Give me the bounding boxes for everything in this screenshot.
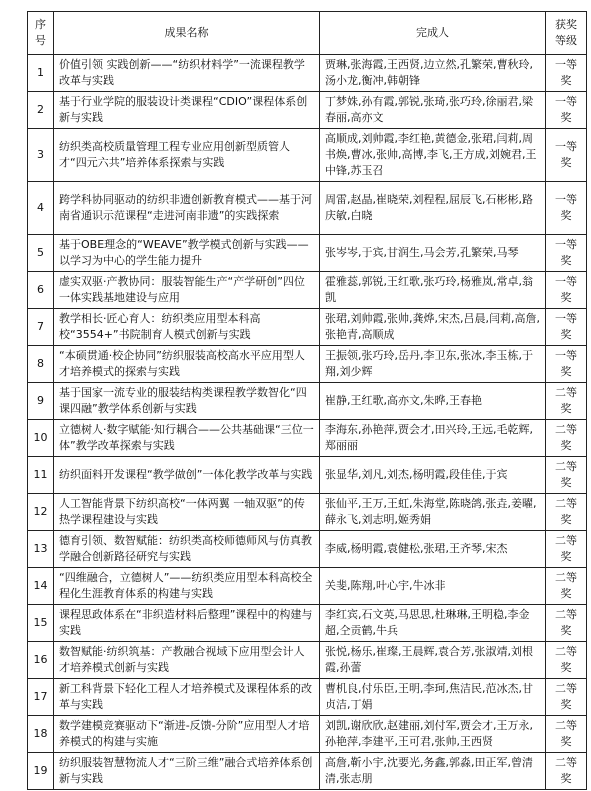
row-name: 德育引领、数智赋能：纺织类高校师德师风与仿真教学融合创新路径研究与实践 xyxy=(54,531,320,568)
row-people: 张岑岑,于宾,甘润生,马会芳,孔繁荣,马琴 xyxy=(320,235,546,272)
row-name: 立德树人·数字赋能·知行耦合——公共基础课“三位一体”教学改革探索与实践 xyxy=(54,420,320,457)
row-people: 高顺成,刘帅霞,李红艳,黄德金,张珺,闫莉,周书焕,曹冰,张帅,高博,李飞,王方成,刘婉君,王中锋,苏玉召 xyxy=(320,129,546,182)
row-index: 17 xyxy=(28,679,54,716)
row-index: 2 xyxy=(28,92,54,129)
row-name: 新工科背景下轻化工程人才培养模式及课程体系的改革与实践 xyxy=(54,679,320,716)
row-people: 关斐,陈翔,叶心宇,牛冰非 xyxy=(320,568,546,605)
row-index: 6 xyxy=(28,272,54,309)
row-level: 一等奖 xyxy=(546,272,587,309)
row-name: 纺织服装智慧物流人才“三阶三维”融合式培养体系创新与实践 xyxy=(54,753,320,790)
row-people: 张仙平,王万,王虹,朱海堂,陈晓鸽,张垚,姜曜,薛永飞,刘志明,姬秀娟 xyxy=(320,494,546,531)
row-name: 基于国家一流专业的服装结构类课程教学数智化“四课四融”教学体系创新与实践 xyxy=(54,383,320,420)
table-row xyxy=(28,92,587,129)
row-index: 13 xyxy=(28,531,54,568)
row-people: 高詹,靳小宇,沈要光,务鑫,郭淼,田正军,曾清清,张志朋 xyxy=(320,753,546,790)
row-index: 8 xyxy=(28,346,54,383)
row-index: 14 xyxy=(28,568,54,605)
row-people: 王振领,张巧玲,岳丹,李卫东,张冰,李玉栋,于翔,刘少辉 xyxy=(320,346,546,383)
row-index: 16 xyxy=(28,642,54,679)
table-row xyxy=(28,457,587,494)
row-level: 二等奖 xyxy=(546,494,587,531)
row-people: 贾琳,张海霞,王西贤,边立然,孔繁荣,曹秋玲,汤小龙,衡冲,韩朝锋 xyxy=(320,55,546,92)
row-index: 5 xyxy=(28,235,54,272)
row-name: 基于行业学院的服装设计类课程“CDIO”课程体系创新与实践 xyxy=(54,92,320,129)
row-people: 李威,杨明霞,袁健松,张珺,王齐琴,宋杰 xyxy=(320,531,546,568)
row-index: 4 xyxy=(28,182,54,235)
row-level: 二等奖 xyxy=(546,420,587,457)
table-row xyxy=(28,716,587,753)
row-level: 二等奖 xyxy=(546,457,587,494)
table-row xyxy=(28,753,587,790)
row-people: 周雷,赵晶,崔晓荣,刘程程,屈辰飞,石彬彬,路庆敏,白晓 xyxy=(320,182,546,235)
row-name: 教学相长·匠心育人：纺织类应用型本科高校“3554+”书院制育人模式创新与实践 xyxy=(54,309,320,346)
row-index: 3 xyxy=(28,129,54,182)
row-level: 一等奖 xyxy=(546,92,587,129)
row-name: 课程思政体系在“非织造材料后整理”课程中的构建与实践 xyxy=(54,605,320,642)
row-level: 二等奖 xyxy=(546,679,587,716)
table-row xyxy=(28,605,587,642)
row-name: 人工智能背景下纺织高校“一体两翼 一轴双驱”的传热学课程建设与实践 xyxy=(54,494,320,531)
row-level: 一等奖 xyxy=(546,309,587,346)
row-index: 10 xyxy=(28,420,54,457)
table-row xyxy=(28,494,587,531)
table-row xyxy=(28,642,587,679)
row-level: 二等奖 xyxy=(546,642,587,679)
row-name: 跨学科协同驱动的纺织非遗创新教育模式——基于河南省通识示范课程“走进河南非遗”的实践探索 xyxy=(54,182,320,235)
row-level: 一等奖 xyxy=(546,235,587,272)
header-name: 成果名称 xyxy=(54,12,320,55)
table-row xyxy=(28,309,587,346)
row-index: 19 xyxy=(28,753,54,790)
row-index: 18 xyxy=(28,716,54,753)
row-name: 纺织类高校质量管理工程专业应用创新型质管人才“四元六共”培养体系探索与实践 xyxy=(54,129,320,182)
table-row xyxy=(28,420,587,457)
row-name: 数智赋能·纺织筑基：产教融合视域下应用型会计人才培养模式创新与实践 xyxy=(54,642,320,679)
row-level: 一等奖 xyxy=(546,182,587,235)
header-people: 完成人 xyxy=(320,12,546,55)
row-name: 纺织面料开发课程“教学做创”一体化教学改革与实践 xyxy=(54,457,320,494)
row-level: 二等奖 xyxy=(546,716,587,753)
row-people: 张悦,杨乐,崔璨,王晨辉,袁合芳,张淑靖,刘根霞,孙蕾 xyxy=(320,642,546,679)
row-name: 价值引领 实践创新——“纺织材料学”一流课程教学改革与实践 xyxy=(54,55,320,92)
row-name: “本硕贯通·校企协同”纺织服装高校高水平应用型人才培养模式的探索与实践 xyxy=(54,346,320,383)
header-level: 获奖等级 xyxy=(546,12,587,55)
row-index: 12 xyxy=(28,494,54,531)
row-people: 张珺,刘帅霞,张帅,龚烨,宋杰,吕晨,闫莉,高詹,张艳青,高顺成 xyxy=(320,309,546,346)
row-index: 9 xyxy=(28,383,54,420)
row-index: 1 xyxy=(28,55,54,92)
table-row xyxy=(28,679,587,716)
row-people: 曹机良,付乐臣,王明,李珂,焦洁民,范冰杰,甘贞洁,丁娟 xyxy=(320,679,546,716)
row-index: 15 xyxy=(28,605,54,642)
row-level: 二等奖 xyxy=(546,383,587,420)
table-row xyxy=(28,383,587,420)
awards-table xyxy=(27,11,587,790)
row-level: 一等奖 xyxy=(546,55,587,92)
row-name: “四维融合，立德树人”——纺织类应用型本科高校全程化生涯教育体系的构建与实践 xyxy=(54,568,320,605)
row-level: 一等奖 xyxy=(546,346,587,383)
table-row xyxy=(28,182,587,235)
table-row xyxy=(28,272,587,309)
table-row xyxy=(28,55,587,92)
row-people: 崔静,王红歌,高亦文,朱晔,王春艳 xyxy=(320,383,546,420)
table-row xyxy=(28,568,587,605)
row-level: 二等奖 xyxy=(546,605,587,642)
row-people: 张显华,刘凡,刘杰,杨明霞,段佳佳,于宾 xyxy=(320,457,546,494)
header-index: 序号 xyxy=(28,12,54,55)
row-name: 数学建模竞赛驱动下“渐进-反馈-分阶”应用型人才培养模式的构建与实施 xyxy=(54,716,320,753)
row-name: 基于OBE理念的“WEAVE”教学模式创新与实践——以学习为中心的学生能力提升 xyxy=(54,235,320,272)
table-header-row xyxy=(28,12,587,55)
row-index: 7 xyxy=(28,309,54,346)
row-index: 11 xyxy=(28,457,54,494)
row-people: 丁梦姝,孙有霞,郭锐,张琦,张巧玲,徐丽君,梁春丽,高亦文 xyxy=(320,92,546,129)
table-row xyxy=(28,531,587,568)
row-name: 虚实双驱·产教协同：服装智能生产“产学研创”四位一体实践基地建设与应用 xyxy=(54,272,320,309)
table-row xyxy=(28,129,587,182)
row-people: 李红宾,石文英,马思思,杜琳琳,王明稳,李金超,仝贡鹤,牛兵 xyxy=(320,605,546,642)
row-level: 一等奖 xyxy=(546,129,587,182)
row-level: 二等奖 xyxy=(546,531,587,568)
row-people: 刘凯,谢欣欣,赵建丽,刘付军,贾会才,王万永,孙艳萍,李建平,王可君,张帅,王西贤 xyxy=(320,716,546,753)
row-level: 二等奖 xyxy=(546,753,587,790)
row-level: 二等奖 xyxy=(546,568,587,605)
table-row xyxy=(28,346,587,383)
row-people: 霍雅蕊,郭锐,王红歌,张巧玲,杨雅岚,常卓,翁凯 xyxy=(320,272,546,309)
table-row xyxy=(28,235,587,272)
row-people: 李海东,孙艳萍,贾会才,田兴玲,王远,毛乾辉,郑丽丽 xyxy=(320,420,546,457)
